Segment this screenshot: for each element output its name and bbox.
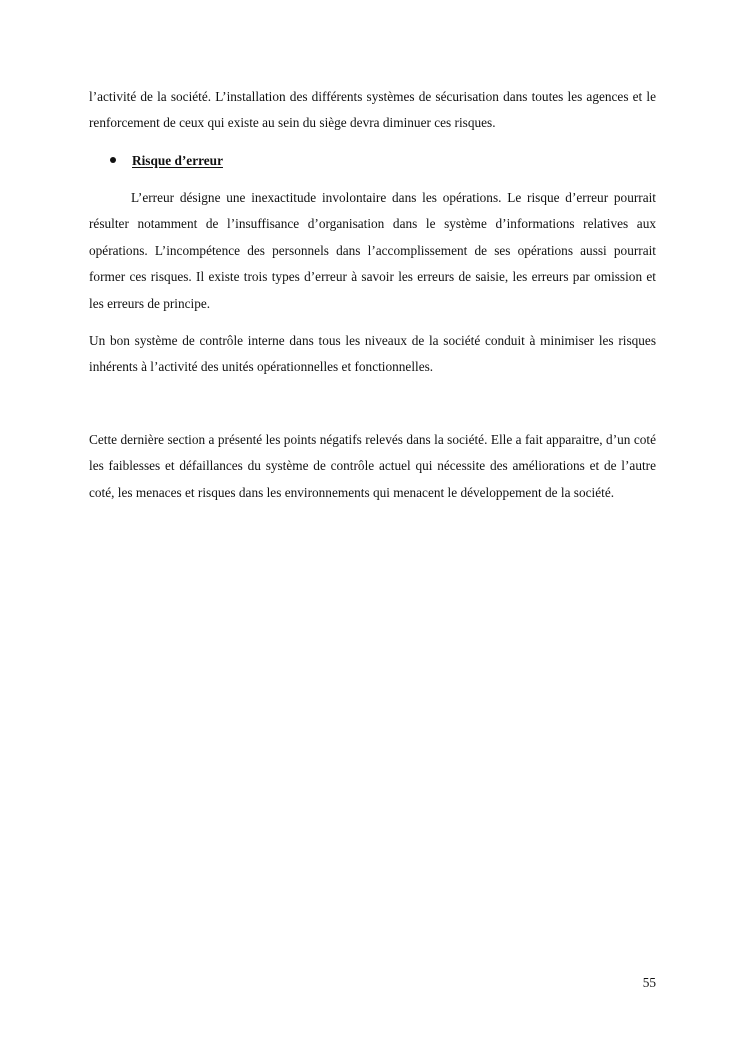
paragraph-conclusion — [89, 427, 656, 506]
bullet-icon — [110, 157, 116, 163]
bullet-heading — [110, 148, 510, 174]
paragraph-conclusion-text: Cette dernière section a présenté les points négatifs relevés dans la société. Elle a fait apparaitre, d’un coté les faiblesses et défaillances du système de contrôle actuel qui nécessite des améliorations et de l’autre coté, les menaces et risques dans les environnements qui menacent le développement de la société. — [89, 432, 656, 500]
paragraph-risque-erreur-text: L’erreur désigne une inexactitude involontaire dans les opérations. Le risque d’erreur pourrait résulter notamment de l’insuffisance d’organisation dans le système d’informations relatives aux opérations. L’incompétence des personnels dans l’accomplissement de ses opérations aussi pourrait former ces risques. Il existe trois types d’erreur à savoir les erreurs de saisie, les erreurs par omission et les erreurs de principe. — [89, 190, 656, 311]
page-number: 55 — [642, 975, 656, 990]
paragraph-intro — [89, 84, 656, 137]
paragraph-intro-text: l’activité de la société. L’installation des différents systèmes de sécurisation dans toutes les agences et le renforcement de ceux qui existe au sein du siège devra diminuer ces risques. — [89, 89, 656, 131]
bullet-heading-label: Risque d’erreur — [132, 153, 223, 168]
paragraph-risque-erreur — [89, 185, 656, 317]
paragraph-controle-interne-text: Un bon système de contrôle interne dans tous les niveaux de la société conduit à minimiser les risques inhérents à l’activité des unités opérationnelles et fonctionnelles. — [89, 333, 656, 375]
paragraph-controle-interne — [89, 328, 656, 381]
